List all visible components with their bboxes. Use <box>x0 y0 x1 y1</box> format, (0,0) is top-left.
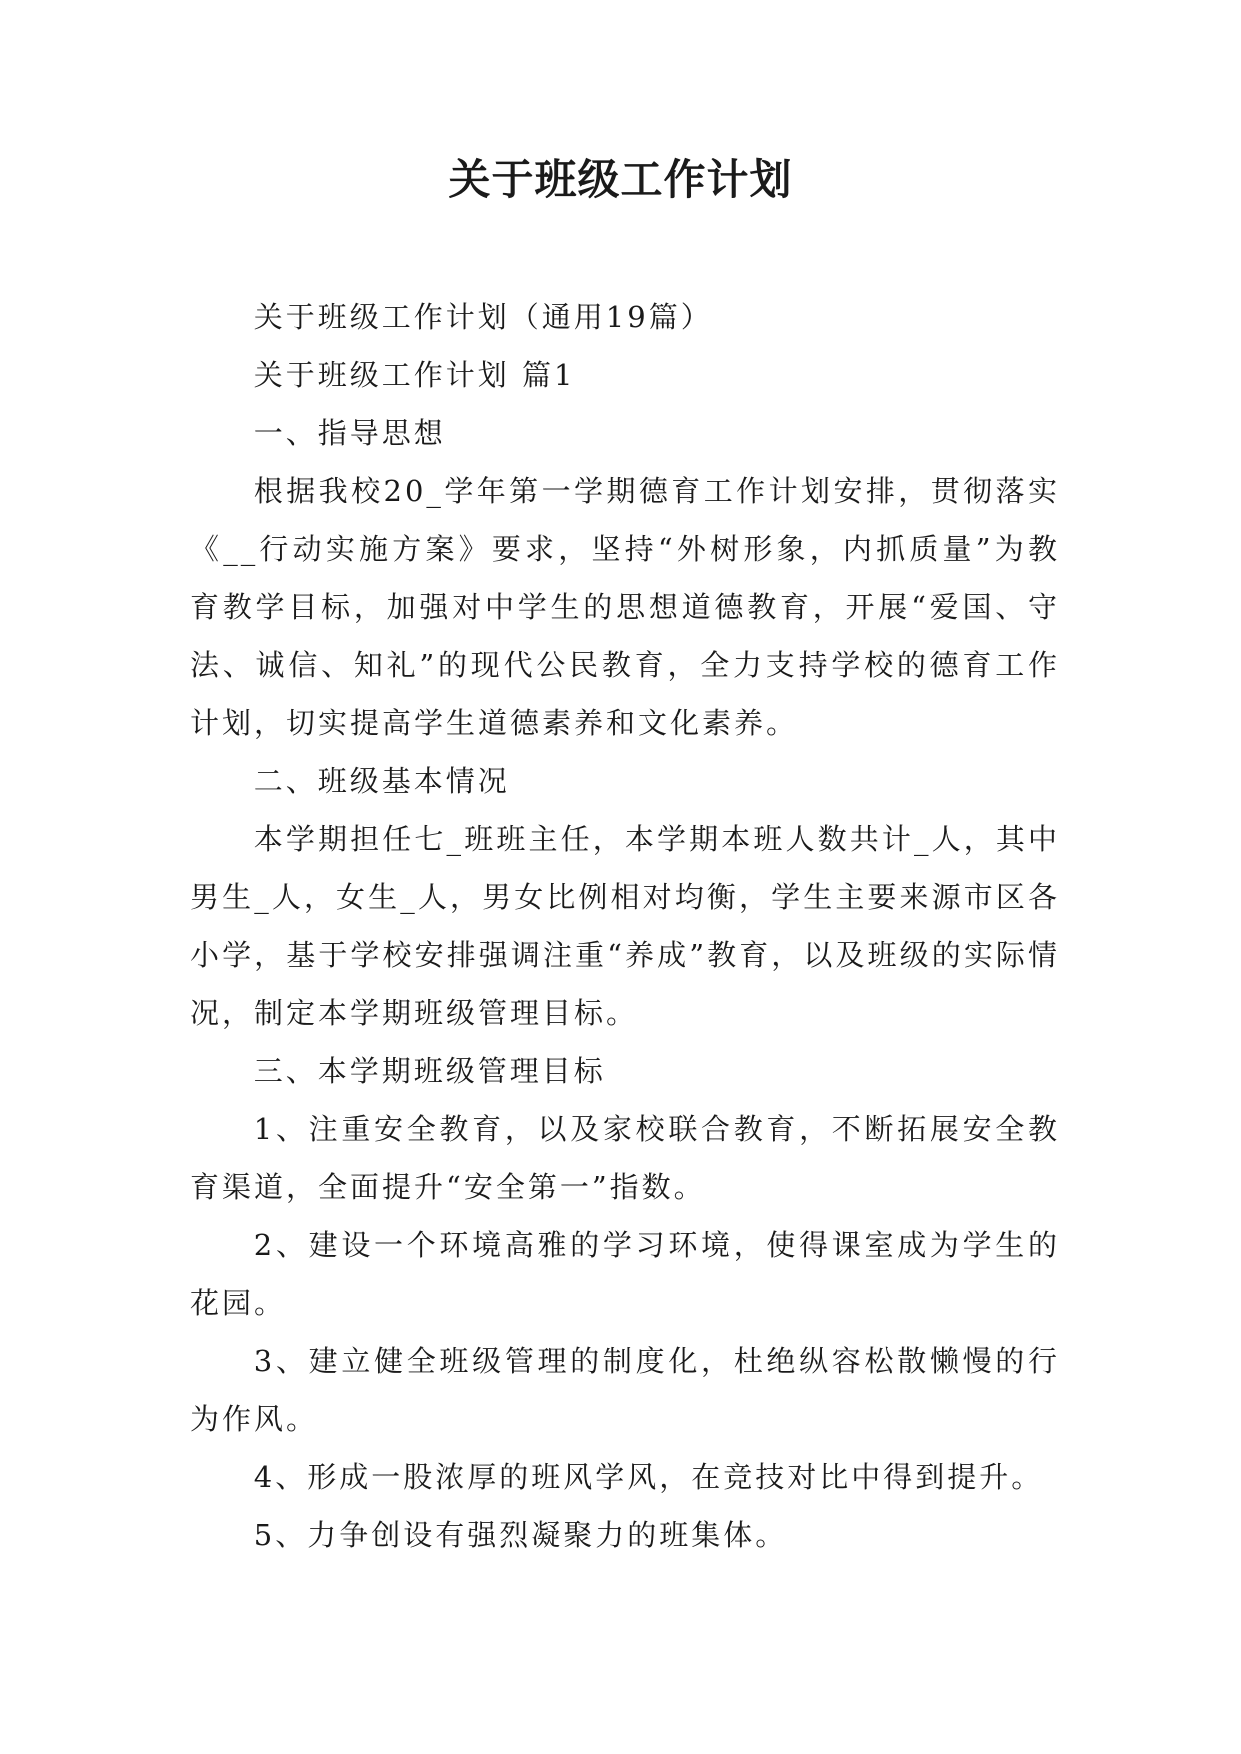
subtitle-paragraph: 关于班级工作计划（通用19篇） <box>253 300 713 334</box>
body-paragraph: 根据我校20_学年第一学期德育工作计划安排，贯彻落实《__行动实施方案》要求，坚持“外树形象，内抓质量”为教育教学目标，加强对中学生的思想道德教育，开展“爱国、守法、诚信、知礼”的现代公民教育，全力支持学校的德育工作计划，切实提高学生道德素养和文化素养。 <box>190 474 1060 740</box>
document-title: 关于班级工作计划 <box>448 155 793 204</box>
list-item: 2、建设一个环境高雅的学习环境，使得课室成为学生的花园。 <box>190 1228 1060 1320</box>
list-item: 5、力争创设有强烈凝聚力的班集体。 <box>253 1518 788 1552</box>
list-item: 4、形成一股浓厚的班风学风，在竞技对比中得到提升。 <box>253 1460 1044 1494</box>
section-heading-management-goals: 三、本学期班级管理目标 <box>253 1054 606 1088</box>
section-heading-guiding-thought: 一、指导思想 <box>253 416 446 450</box>
list-item: 1、注重安全教育，以及家校联合教育，不断拓展安全教育渠道，全面提升“安全第一”指数。 <box>190 1112 1060 1204</box>
body-paragraph: 本学期担任七_班班主任，本学期本班人数共计_人，其中男生_人，女生_人，男女比例相对均衡，学生主要来源市区各小学，基于学校安排强调注重“养成”教育，以及班级的实际情况，制定本学期班级管理目标。 <box>190 822 1060 1030</box>
list-item: 3、建立健全班级管理的制度化，杜绝纵容松散懒慢的行为作风。 <box>190 1344 1060 1436</box>
document-body <box>190 288 1060 1564</box>
section-heading: 关于班级工作计划 篇1 <box>253 358 576 392</box>
section-heading-class-situation: 二、班级基本情况 <box>253 764 510 798</box>
